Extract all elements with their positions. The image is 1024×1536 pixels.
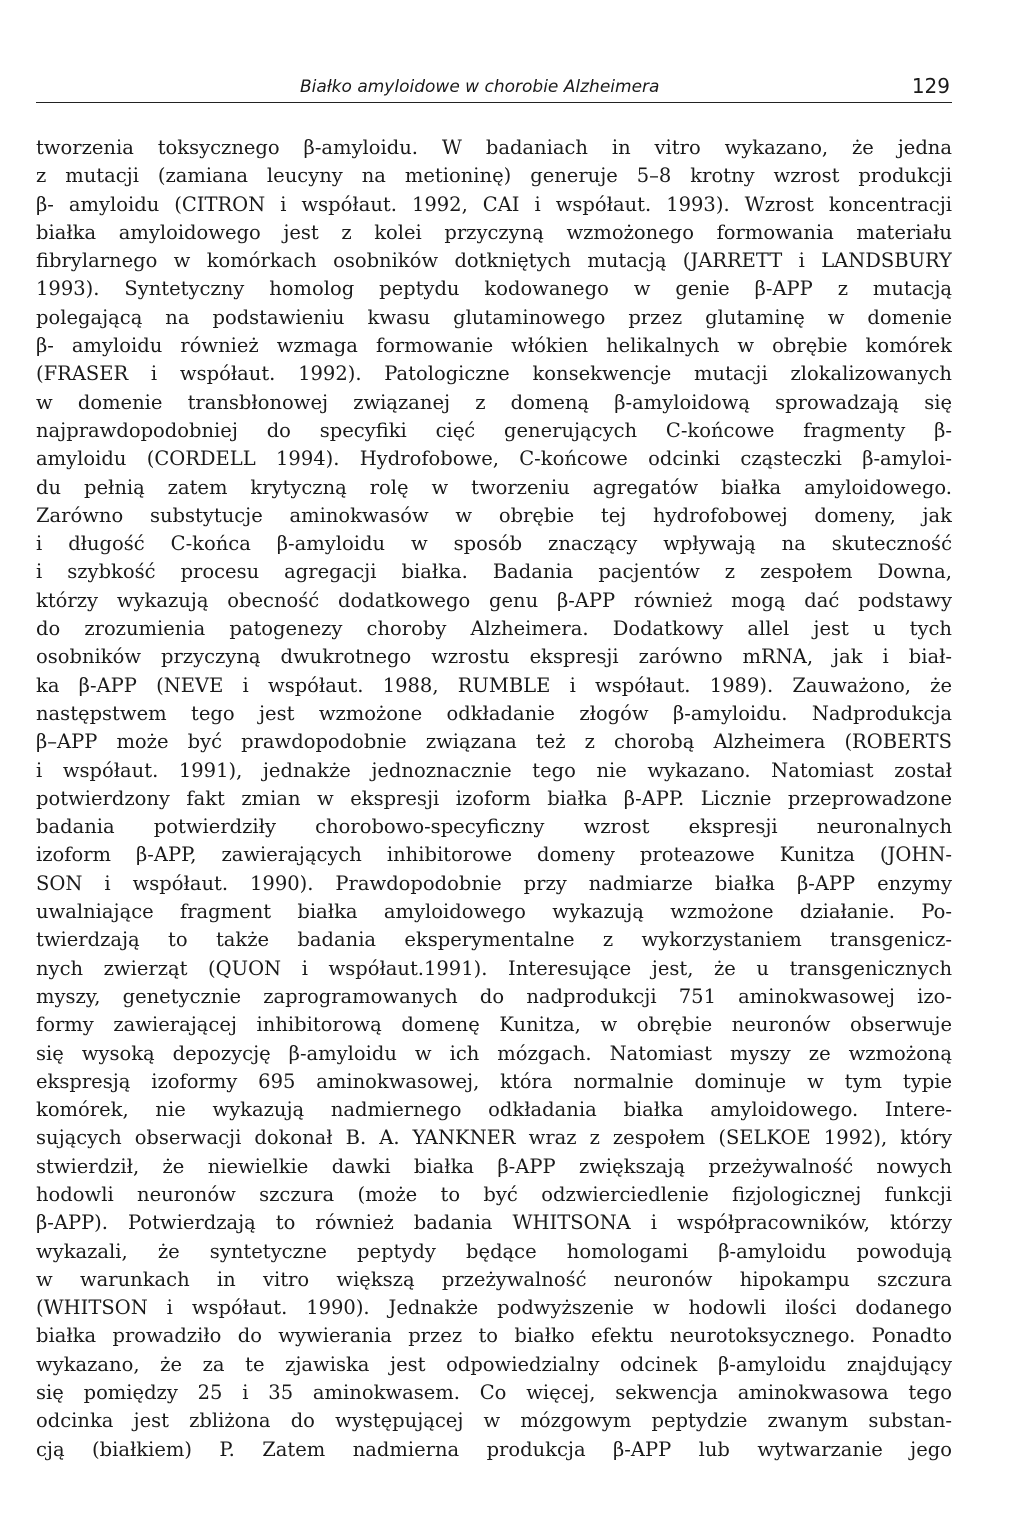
text-line: w domenie transbłonowej związanej z domeną β-amyloidową sprowadzają się xyxy=(36,390,952,414)
text-line: i współaut. 1991), jednakże jednoznacznie tego nie wykazano. Natomiast został xyxy=(36,758,952,782)
text-line: β-APP). Potwierdzają to również badania WHITSONA i współpracowników, którzy xyxy=(36,1211,952,1235)
text-line: uwalniające fragment białka amyloidowego wykazują wzmożone działanie. Po- xyxy=(36,900,952,924)
text-line: du pełnią zatem krytyczną rolę w tworzeniu agregatów białka amyloidowego. xyxy=(36,475,952,499)
running-title: Białko amyloidowe w chorobie Alzheimera xyxy=(300,77,660,97)
text-line: cją (białkiem) P. Zatem nadmierna produkcja β-APP lub wytwarzanie jego xyxy=(36,1437,952,1461)
text-line: potwierdzony fakt zmian w ekspresji izoform białka β-APP. Licznie przeprowadzone xyxy=(36,786,952,810)
text-line: (WHITSON i współaut. 1990). Jednakże podwyższenie w hodowli ilości dodanego xyxy=(36,1296,952,1320)
text-line: najprawdopodobniej do specyfiki cięć generujących C-końcowe fragmenty β- xyxy=(36,418,952,442)
text-line: wykazano, że za te zjawiska jest odpowiedzialny odcinek β-amyloidu znajdujący xyxy=(36,1352,952,1376)
text-line: fibrylarnego w komórkach osobników dotkniętych mutacją (JARRETT i LANDSBURY xyxy=(36,249,952,273)
text-line: Zarówno substytucje aminokwasów w obrębie tej hydrofobowej domeny, jak xyxy=(36,503,952,527)
text-line: tworzenia toksycznego β-amyloidu. W badaniach in vitro wykazano, że jedna xyxy=(36,136,952,159)
text-line: się pomiędzy 25 i 35 aminokwasem. Co więcej, sekwencja aminokwasowa tego xyxy=(36,1381,952,1405)
text-line: z mutacji (zamiana leucyny na metioninę) generuje 5–8 krotny wzrost produkcji xyxy=(36,164,952,188)
text-line: białka prowadziło do wywierania przez to białko efektu neurotoksycznego. Ponadto xyxy=(36,1324,952,1348)
body-text xyxy=(36,134,952,1464)
text-line: formy zawierającej inhibitorową domenę Kunitza, w obrębie neuronów obserwuje xyxy=(36,1013,952,1037)
text-line: SON i współaut. 1990). Prawdopodobnie przy nadmiarze białka β-APP enzymy xyxy=(36,871,952,895)
text-line: się wysoką depozycję β-amyloidu w ich mózgach. Natomiast myszy ze wzmożoną xyxy=(36,1041,952,1065)
text-line: do zrozumienia patogenezy choroby Alzheimera. Dodatkowy allel jest u tych xyxy=(36,617,952,641)
text-line: β- amyloidu również wzmaga formowanie włókien helikalnych w obrębie komórek xyxy=(36,334,952,358)
text-line: odcinka jest zbliżona do występującej w mózgowym peptydzie zwanym substan- xyxy=(36,1409,952,1433)
text-line: i długość C-końca β-amyloidu w sposób znaczący wpływają na skuteczność xyxy=(36,532,952,556)
text-line: badania potwierdziły chorobowo-specyficzny wzrost ekspresji neuronalnych xyxy=(36,815,952,839)
text-line: w warunkach in vitro większą przeżywalność neuronów hipokampu szczura xyxy=(36,1267,952,1291)
text-line: β- amyloidu (CITRON i współaut. 1992, CAI i współaut. 1993). Wzrost koncentracji xyxy=(36,192,952,216)
text-line: białka amyloidowego jest z kolei przyczyną wzmożonego formowania materiału xyxy=(36,220,952,244)
text-line: ka β-APP (NEVE i współaut. 1988, RUMBLE i współaut. 1989). Zauważono, że xyxy=(36,673,952,697)
text-line: β–APP może być prawdopodobnie związana też z chorobą Alzheimera (ROBERTS xyxy=(36,730,952,754)
text-line: wykazali, że syntetyczne peptydy będące homologami β-amyloidu powodują xyxy=(36,1239,952,1263)
text-line: nych zwierząt (QUON i współaut.1991). Interesujące jest, że u transgenicznych xyxy=(36,956,952,980)
text-line: komórek, nie wykazują nadmiernego odkładania białka amyloidowego. Intere- xyxy=(36,1098,952,1122)
text-line: osobników przyczyną dwukrotnego wzrostu ekspresji zarówno mRNA, jak i biał- xyxy=(36,645,952,669)
text-line: ekspresją izoformy 695 aminokwasowej, która normalnie dominuje w tym typie xyxy=(36,1069,952,1093)
text-line: 1993). Syntetyczny homolog peptydu kodowanego w genie β-APP z mutacją xyxy=(36,277,952,301)
text-line: hodowli neuronów szczura (może to być odzwierciedlenie fizjologicznej funkcji xyxy=(36,1182,952,1206)
text-line: stwierdził, że niewielkie dawki białka β-APP zwiększają przeżywalność nowych xyxy=(36,1154,952,1178)
text-line: myszy, genetycznie zaprogramowanych do nadprodukcji 751 aminokwasowej izo- xyxy=(36,984,952,1008)
text-line: sujących obserwacji dokonał B. A. YANKNER wraz z zespołem (SELKOE 1992), który xyxy=(36,1126,952,1150)
text-line: którzy wykazują obecność dodatkowego genu β-APP również mogą dać podstawy xyxy=(36,588,952,612)
text-line: następstwem tego jest wzmożone odkładanie złogów β-amyloidu. Nadprodukcja xyxy=(36,701,952,725)
text-line: izoform β-APP, zawierających inhibitorowe domeny proteazowe Kunitza (JOHN- xyxy=(36,843,952,867)
text-line: i szybkość procesu agregacji białka. Badania pacjentów z zespołem Downa, xyxy=(36,560,952,584)
text-line: amyloidu (CORDELL 1994). Hydrofobowe, C-końcowe odcinki cząsteczki β-amyloi- xyxy=(36,447,952,471)
text-line: polegającą na podstawieniu kwasu glutaminowego przez glutaminę w domenie xyxy=(36,305,952,329)
text-line: (FRASER i współaut. 1992). Patologiczne konsekwencje mutacji zlokalizowanych xyxy=(36,362,952,386)
running-header xyxy=(36,74,952,103)
text-line: twierdzają to także badania eksperymentalne z wykorzystaniem transgenicz- xyxy=(36,928,952,952)
page-number: 129 xyxy=(911,74,950,98)
